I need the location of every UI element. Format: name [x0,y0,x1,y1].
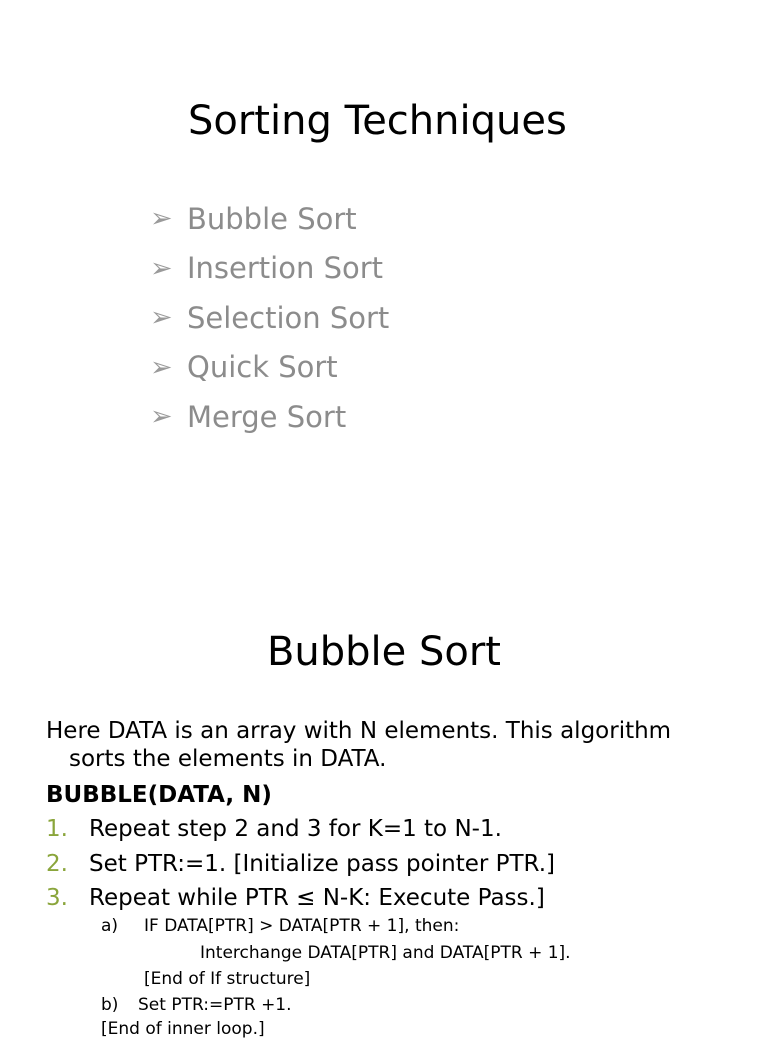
step-text: Set PTR:=1. [Initialize pass pointer PTR.] [89,850,555,877]
arrow-bullet-icon: ➢ [150,351,173,383]
substep-cut-text: [End of inner loop.] [101,1019,265,1039]
item-label: Selection Sort [187,300,390,335]
list-item [150,194,389,244]
slide-bubble-sort [0,575,768,1039]
step-number: 1. [46,816,68,842]
algorithm-name: BUBBLE(DATA, N) [46,782,272,808]
substep-b-label: b) [101,995,119,1015]
intro-line: sorts the elements in DATA. [69,746,387,772]
step-list [46,812,555,916]
list-item [150,293,389,343]
step-item [46,812,555,847]
step-item [46,881,555,916]
substep-a-text: IF DATA[PTR] > DATA[PTR + 1], then: [144,916,460,936]
list-item [150,392,389,442]
substep-b-text: Set PTR:=PTR +1. [138,995,292,1015]
step-number: 3. [46,885,68,911]
step-text: Repeat while PTR ≤ N-K: Execute Pass.] [89,885,545,911]
item-label: Merge Sort [187,399,347,434]
intro-line: Here DATA is an array with N elements. This algorithm [46,718,672,744]
arrow-bullet-icon: ➢ [150,401,173,433]
item-label: Quick Sort [187,350,338,385]
substep-a-label: a) [101,916,119,936]
slide-title: Bubble Sort [266,629,501,675]
step-text: Repeat step 2 and 3 for K=1 to N-1. [89,816,502,842]
intro-paragraph [46,717,726,773]
step-item [46,847,555,882]
slide-title: Sorting Techniques [188,98,567,144]
item-label: Bubble Sort [187,201,357,236]
item-label: Insertion Sort [187,251,384,286]
arrow-bullet-icon: ➢ [150,203,173,235]
arrow-bullet-icon: ➢ [150,302,173,334]
technique-list [150,194,389,442]
list-item [150,343,389,393]
step-number: 2. [46,850,68,877]
substep-a-detail: Interchange DATA[PTR] and DATA[PTR + 1]. [200,943,571,963]
list-item [150,244,389,294]
arrow-bullet-icon: ➢ [150,252,173,284]
substep-a-end: [End of If structure] [144,969,311,989]
